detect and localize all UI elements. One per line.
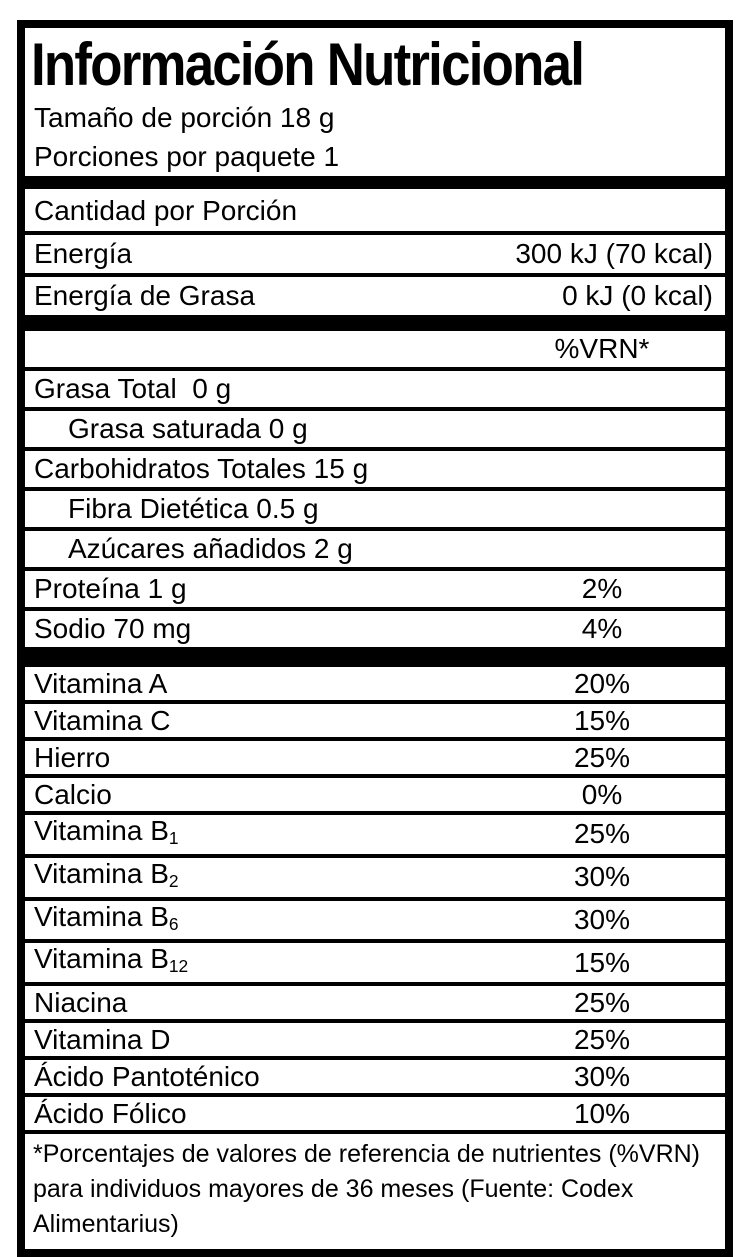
nutrient-row [25,411,725,451]
nutrient-label-text: Proteína 1 g [34,573,187,604]
nutrient-label [34,613,517,645]
nutrient-label-text: Ácido Pantoténico [34,1060,260,1092]
nutrient-row [25,571,725,611]
nutrient-row [25,858,725,901]
vrn-header-row [25,331,725,371]
nutrient-label-text: Fibra Dietética 0.5 g [68,493,319,524]
nutrient-row [25,741,725,778]
nutrient-label-text: Energía de Grasa [34,280,256,311]
nutrient-label [34,573,517,605]
nutrition-facts-label [17,20,733,1257]
nutrient-row [25,986,725,1023]
nutrient-percent-value: 2% [581,573,623,604]
vitamin-mineral-rows [25,667,725,1134]
divider-bar-top [25,176,725,189]
nutrient-label [34,1024,517,1056]
nutrient-label [34,668,517,700]
nutrient-label [34,742,517,774]
nutrient-label [34,858,517,897]
nutrient-percent-value: 10% [573,1097,631,1129]
nutrient-row [25,815,725,858]
nutrient-percent-value: 30% [573,904,631,936]
nutrient-label-text: Vitamina D [34,1023,171,1055]
nutrient-label-text: Azúcares añadidos 2 g [68,533,353,564]
nutrient-percent-value: 30% [573,1060,631,1092]
servings-per-package-line: Porciones por paquete 1 [34,141,340,172]
nutrient-percent-value: 20% [573,667,631,699]
nutrient-label [34,901,517,940]
nutrient-label-text: Grasa Total 0 g [34,373,232,404]
nutrient-label-text: Ácido Fólico [34,1097,187,1129]
nutrient-row [25,704,725,741]
vrn-footnote: *Porcentajes de valores de referencia de nutrientes (%VRN) para individuos mayores de 36 meses (Fuente: Codex Alimentarius) [33,1140,701,1239]
nutrient-percent-value: 15% [573,704,631,736]
nutrient-label-text: Vitamina B [34,943,169,975]
nutrient-percent-value: 0% [581,778,623,810]
nutrient-row [25,611,725,647]
nutrient-label-text: Sodio 70 mg [34,613,192,644]
nutrient-row [25,943,725,986]
nutrient-row [25,371,725,411]
divider-bar-middle [25,315,725,331]
nutrient-percent-value: 4% [581,613,623,644]
nutrient-row [25,1023,725,1060]
nutrient-row [25,778,725,815]
nutrient-label-text: Vitamina A [34,667,168,699]
nutrient-row [25,451,725,491]
amount-per-serving-header: Cantidad por Porción [25,189,725,235]
nutrient-label-subscript: 2 [168,870,179,891]
nutrient-label [34,533,517,565]
nutrient-percent-value: 15% [573,946,631,978]
nutrient-percent-value: 25% [573,741,631,773]
nutrient-label-text: Energía [34,238,133,269]
nutrient-label [34,493,517,525]
nutrient-label-text: Niacina [34,986,128,1018]
nutrient-label [34,987,517,1019]
nutrient-percent-value: 300 kJ (70 kcal) [515,238,713,269]
nutrient-row [25,531,725,571]
nutrient-label-text: Grasa saturada 0 g [68,413,308,444]
vrn-header-text: %VRN* [554,333,650,364]
nutrient-label [34,943,517,982]
nutrient-label [34,280,562,312]
nutrient-label-text: Calcio [34,778,112,810]
label-title-text: Información Nutricional [31,31,584,98]
nutrient-label-text: Vitamina B [34,900,169,932]
nutrient-row [25,277,725,315]
macronutrient-rows [25,371,725,647]
nutrient-label [34,1061,517,1093]
nutrient-label [34,815,517,854]
nutrient-row [25,1060,725,1097]
nutrient-label-subscript: 1 [168,827,179,848]
nutrient-label-text: Vitamina C [34,704,171,736]
nutrient-label-text: Hierro [34,741,111,773]
nutrient-label [34,413,517,445]
nutrient-label-subscript: 12 [168,956,189,977]
nutrient-label [34,453,517,485]
nutrient-label [34,779,517,811]
nutrient-label-text: Carbohidratos Totales 15 g [34,453,369,484]
nutrient-row [25,1097,725,1134]
nutrient-percent-value: 0 kJ (0 kcal) [562,280,713,311]
nutrient-label [34,373,517,405]
energy-rows [25,235,725,315]
nutrient-percent-value: 25% [573,1023,631,1055]
nutrient-label-subscript: 6 [168,913,179,934]
nutrient-label-text: Vitamina B [34,857,169,889]
serving-size-line: Tamaño de porción 18 g [34,102,335,133]
label-title [25,28,725,98]
nutrient-row [25,491,725,531]
nutrient-label [34,705,517,737]
nutrient-row [25,235,725,277]
nutrient-percent-value: 25% [573,818,631,850]
divider-bar-vitamins [25,647,725,667]
nutrient-row [25,901,725,944]
nutrient-label-text: Vitamina B [34,815,169,846]
nutrient-row [25,667,725,704]
nutrient-label [34,1098,517,1130]
nutrient-percent-value: 30% [573,861,631,893]
nutrient-label [34,238,515,270]
nutrient-percent-value: 25% [573,986,631,1018]
